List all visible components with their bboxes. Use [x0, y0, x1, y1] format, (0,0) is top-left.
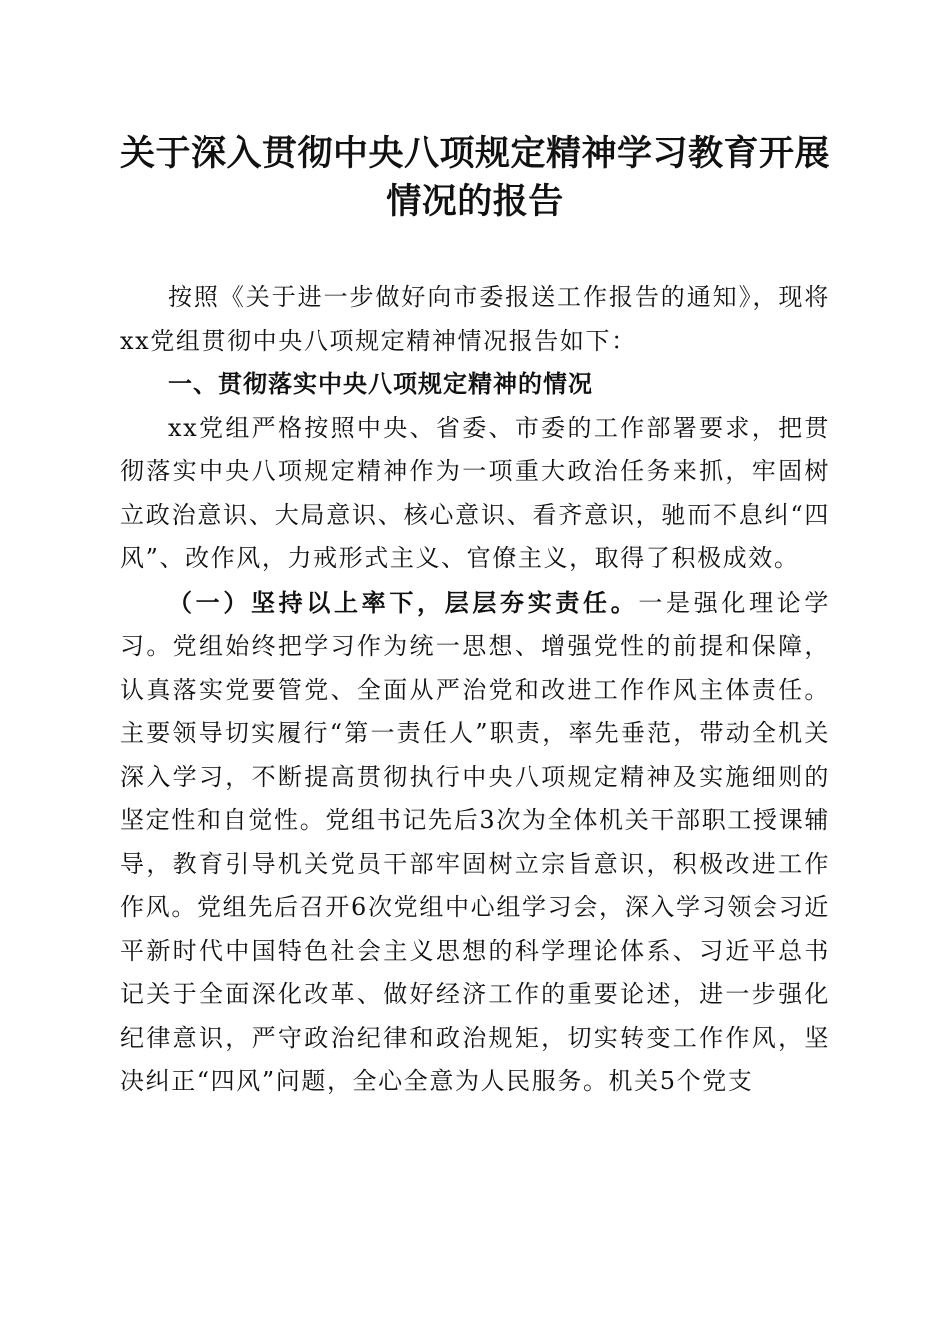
section-1-heading: 一、贯彻落实中央八项规定精神的情况 — [168, 370, 593, 398]
intro-paragraph: 按照《关于进一步做好向市委报送工作报告的通知》，现将xx党组贯彻中央八项规定精神情况报告如下： — [120, 283, 830, 355]
subsection-1-paragraph — [120, 581, 830, 1104]
document-body — [120, 276, 830, 1104]
document-title — [100, 130, 850, 226]
subsection-1-text: 一是强化理论学习。党组始终把学习作为统一思想、增强党性的前提和保障，认真落实党要管党、全面从严治党和改进工作作风主体责任。主要领导切实履行“第一责任人”职责，率先垂范，带动全机关深入学习，不断提高贯彻执行中央八项规定精神及实施细则的坚定性和自觉性。党组书记先后3次为全体机关干部职工授课辅导，教育引导机关党员干部牢固树立宗旨意识，积极改进工作作风。党组先后召开6次党组中心组学习会，深入学习领会习近平新时代中国特色社会主义思想的科学理论体系、习近平总书记关于全面深化改革、做好经济工作的重要论述，进一步强化纪律意识，严守政治纪律和政治规矩，切实转变工作作风，坚决纠正“四风”问题，全心全意为人民服务。机关5个党支 — [120, 588, 831, 1095]
section-1-paragraph: xx党组严格按照中央、省委、市委的工作部署要求，把贯彻落实中央八项规定精神作为一项重大政治任务来抓，牢固树立政治意识、大局意识、核心意识、看齐意识，驰而不息纠“四风”、改作风，力戒形式主义、官僚主义，取得了积极成效。 — [120, 413, 830, 572]
title-line-2: 情况的报告 — [386, 181, 564, 222]
subsection-1-lead: （一）坚持以上率下，层层夯实责任。 — [168, 587, 639, 617]
title-line-1: 关于深入贯彻中央八项规定精神学习教育开展 — [119, 133, 830, 174]
